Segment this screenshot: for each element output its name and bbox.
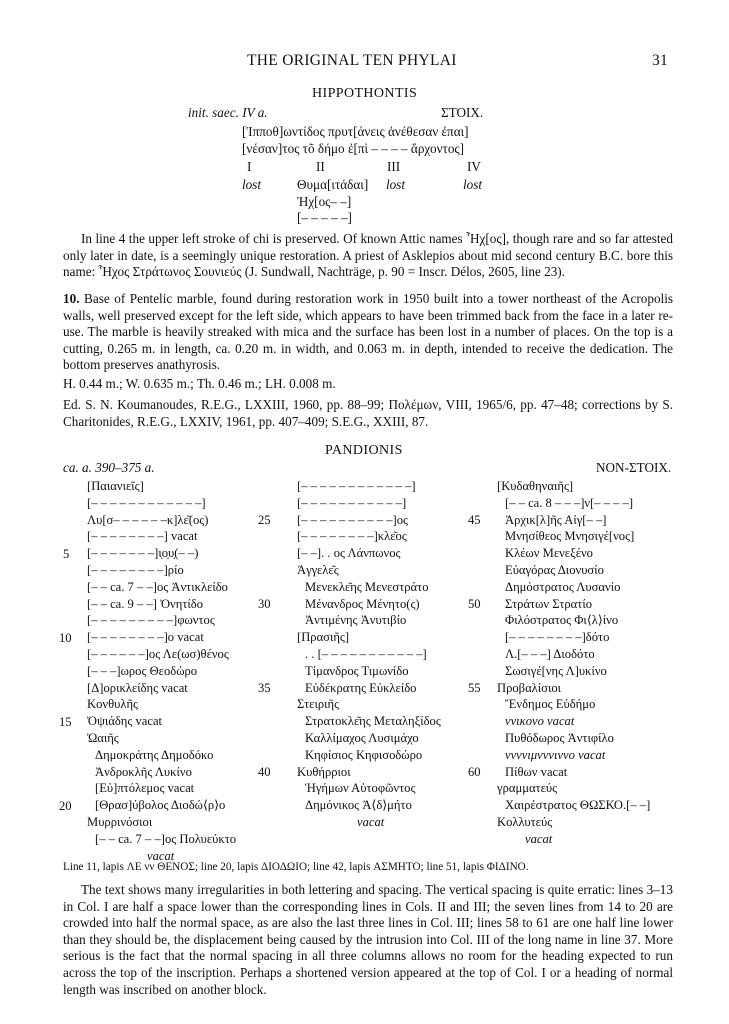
hippothontis-line-1: [Ἱπποθ]ωντίδος πρυτ[άνεις ἀνέθεσαν ἐπαι] <box>242 124 469 139</box>
list-item: [– – –]ωρος Θεοδώρο <box>87 663 198 678</box>
line-number-55: 55 <box>468 681 481 695</box>
list-item: vacat <box>147 848 175 863</box>
pandionis-date: ca. a. 390–375 a. <box>63 460 155 475</box>
col-value-i: lost <box>242 177 262 192</box>
line-number-25: 25 <box>258 513 271 527</box>
running-title: THE ORIGINAL TEN PHYLAI <box>247 52 457 69</box>
list-item: Στρατοκλε͂ης Μεταληξίδος <box>305 714 441 729</box>
list-item: Ἀγγελε͂ς <box>297 562 339 577</box>
inscription-column-i <box>87 478 236 864</box>
list-item: [Δ]ορικλείδης vacat <box>87 680 188 695</box>
list-item: Στράτων Στρατίο <box>505 596 593 611</box>
list-item: Ἀρχικ[λ]ῆς Αἰγ[– –] <box>505 512 607 527</box>
list-item: Κυθήρριοι <box>297 764 351 779</box>
list-item: Ἡγήμων Αὐτοφῶντος <box>305 781 416 796</box>
list-item: Σωσιγέ[νης Λ]υκίνο <box>505 663 607 678</box>
list-item: Στειριῆς <box>297 697 340 712</box>
list-item: [– – ca. 7 – –]ος Πολυεύκτο <box>95 831 237 846</box>
list-item: [Θρασ]ύβολος Διοδώ⟨ρ⟩ο <box>95 798 226 813</box>
list-item: Χαιρέστρατος ΘΩΣΚΟ.[– –] <box>505 798 651 813</box>
list-item: [– – – – – – – – – –]ος <box>297 512 408 527</box>
list-item: Κονθυλῆς <box>87 697 139 712</box>
list-item: Ὠαιῆς <box>87 730 119 745</box>
entry-number: 10. <box>63 291 80 306</box>
col-header-ii: II <box>316 159 325 174</box>
section-heading-hippothontis: HIPPOTHONTIS <box>312 86 418 101</box>
line-number-45: 45 <box>468 513 481 527</box>
pandionis-commentary: The text shows many irregularities in both lettering and spacing. The vertical spacing is quite erratic: lines 3–13 in Col. I are half a space lower than the corresponding lines in Cols. II and III; the seven lines from 14 to 20 are crowded into half the normal space, as are also the last three lines in Col. III; lines 58 to 61 are one half line lower than they should be, the displacement being caused by the intrusion into Col. III of the long name in line 37. More serious is the fact that the normal spacing in all three columns allows no room for the heading expected to run across the top of the inscription. Perhaps a shortened version appeared at the top of Col. I or a heading of normal length was inscribed on another block. <box>63 882 673 997</box>
list-item: [– – – – – – – – – – – –] <box>87 495 206 510</box>
list-item: Ἔνδημος Εὐδήμο <box>505 697 596 712</box>
entry-10-description <box>63 291 673 374</box>
inscription-column-ii <box>297 478 441 831</box>
list-item: Φιλόστρατος Φι⟨λ⟩ίνο <box>505 613 619 628</box>
list-item: Πυθόδωρος Ἀντιφίλο <box>505 730 614 745</box>
list-item: Δημοκράτης Δημοδόκο <box>95 747 214 762</box>
col-header-iv: IV <box>467 159 481 174</box>
list-item: Μένανδρος Μένητο(ς) <box>305 596 420 611</box>
list-item: Κηφίσιος Κηφισοδώρο <box>305 747 423 762</box>
col-value-ii: Θυμα[ιτάδαι] <box>297 177 369 192</box>
list-item: Δημόστρατος Λυσανίο <box>505 579 621 594</box>
list-item: Λ.[– – –] Διοδότο <box>505 646 595 661</box>
col-value-iii: lost <box>386 177 406 192</box>
list-item: Κλέων Μενεξένο <box>505 546 593 561</box>
line-number-15: 15 <box>59 715 72 729</box>
list-item: Μνησίθεος Μνησιγέ[νος] <box>505 529 635 544</box>
hippothontis-sub-line-1: Ἠχ[ος– –] <box>297 194 352 209</box>
line-number-40: 40 <box>258 765 271 779</box>
list-item: Ὀψιάδης vacat <box>87 714 163 729</box>
line-number-5: 5 <box>63 547 70 561</box>
list-item: Ἀντιμένης Ἀνυτιβίο <box>305 613 407 628</box>
inscription-column-iii <box>497 478 650 848</box>
list-item: Εὐαγόρας Διονυσίο <box>505 562 604 577</box>
section-heading-pandionis: PANDIONIS <box>325 443 403 458</box>
list-item: [– – – – – –]ος Λε(ωσ)θένος <box>87 646 229 661</box>
list-item: [– – – – – – – –]δότο <box>505 630 610 645</box>
list-item: Εὐδέκρατης Εὐκλείδο <box>305 680 417 695</box>
list-item: [– – – – – – – – – – – –] <box>297 479 416 493</box>
list-item: [Εὐ]πτόλεμος vacat <box>95 781 195 796</box>
hippothontis-commentary: In line 4 the upper left stroke of chi is preserved. Of known Attic names Ἦχ[ος], though rare and so far attested only later in date, is a seemingly unique restoration. A priest of Asklepios about mid second century B.C. bore this name: Ἦχος Στράτωνος Σουνιεύς (J. Sundwall, Nachträge, p. 90 = Inscr. Délos, 2605, line 23). <box>63 231 673 280</box>
hippothontis-date: init. saec. IV a. <box>188 105 268 120</box>
list-item: Μυρρινόσιοι <box>87 814 153 829</box>
list-item: Ἀνδροκλῆς Λυκίνο <box>95 764 192 779</box>
line-number-30: 30 <box>258 597 271 611</box>
line-number-35: 35 <box>258 681 271 695</box>
apparatus-criticus: Line 11, lapis ΛΕ νν ΘΕΝΟΣ; line 20, lapis ΔΙΟΔΩΙΟ; line 42, lapis ΑΣΜΗΤΟ; line 51, lapis ΦΙΔΙΝΟ. <box>63 861 529 873</box>
list-item: [– –]. . ος Λάνπωνος <box>297 546 401 561</box>
list-item: Τίμανδρος Τιμωνίδο <box>305 663 409 678</box>
list-item: γραμματεύς <box>497 781 558 796</box>
list-item: . . [– – – – – – – – – – –] <box>305 646 427 661</box>
list-item: [Παιανιεῖς] <box>87 479 144 493</box>
list-item: [– – ca. 8 – – –]ν[– – – –] <box>505 495 634 510</box>
list-item: Μενεκλε͂ης Μενεστράτο <box>305 579 429 594</box>
list-item: Δημόνικος Ἀ⟨δ⟩μήτο <box>305 798 412 813</box>
hippothontis-sub-line-2: [– – – – –] <box>297 210 352 225</box>
list-item: [– – – – – – – – – – –] <box>297 495 407 510</box>
list-item: vacat <box>357 814 385 829</box>
col-header-i: I <box>247 159 252 174</box>
hippothontis-line-2: [νέσαν]τος τõ δήμο ἐ[πὶ – – – – ἄρχοντος] <box>242 141 465 156</box>
list-item: [– – – – – – – – –]φωντος <box>87 613 215 628</box>
col-header-iii: III <box>387 159 401 174</box>
list-item: Λυ[σ– – – – – –κ]λε͂(ος) <box>87 512 209 527</box>
list-item: [– – – – – – – –]ο vacat <box>87 630 204 645</box>
page-number: 31 <box>652 52 669 69</box>
list-item: vacat <box>525 831 553 846</box>
line-number-20: 20 <box>59 799 72 813</box>
entry-10-dimensions: H. 0.44 m.; W. 0.635 m.; Th. 0.46 m.; LH. 0.008 m. <box>63 376 336 391</box>
list-item: ννννιμνννιννο vacat <box>505 747 606 762</box>
entry-10-edition: Ed. S. N. Koumanoudes, R.E.G., LXXIII, 1960, pp. 88–99; Πολέμων, VIII, 1965/6, pp. 47–48; corrections by S. Charitonides, R.E.G., LXXIV, 1961, pp. 407–409; S.E.G., XXIII, 87. <box>63 397 673 429</box>
list-item: [– – – – – – – –]ρίο <box>87 562 184 577</box>
list-item: ννικονο vacat <box>505 714 575 729</box>
list-item: Προβαλίσιοι <box>497 680 562 695</box>
list-item: [– – – – – – – –] vacat <box>87 529 198 544</box>
list-item: [Πρασιῆς] <box>297 630 350 645</box>
pandionis-stoich: NON-ΣΤΟΙΧ. <box>596 460 672 475</box>
list-item: [Κυδαθηναιῆς] <box>497 479 574 493</box>
col-value-iv: lost <box>463 177 483 192</box>
list-item: Καλλίμαχος Λυσιμάχο <box>305 730 419 745</box>
list-item: [– – – – – – –]ι̣ο̣υ̣(– –) <box>87 546 199 561</box>
entry-10-text: Base of Pentelic marble, found during restoration work in 1950 built into a tower northeast of the Acropolis walls, well preserved except for the left side, which appears to have been trimmed back from the face in a later re-use. The marble is heavily streaked with mica and the surface has been lost in a number of places. On the top is a cutting, 0.265 m. in length, ca. 0.20 m. in width, and 0.063 m. in depth, intended to receive the dedication. The bottom preserves anathyrosis. <box>63 291 673 373</box>
list-item: [– – – – – – – –]κλε͂ος <box>297 529 407 544</box>
line-number-60: 60 <box>468 765 481 779</box>
hippothontis-stoich: ΣΤΟΙΧ. <box>441 105 484 120</box>
list-item: [– – ca. 7 – –]ος Ἀντικλείδο <box>87 579 228 594</box>
list-item: Κολλυτεύς <box>497 814 553 829</box>
line-number-10: 10 <box>59 631 72 645</box>
line-number-50: 50 <box>468 597 481 611</box>
list-item: [– – ca. 9 – –] Ὀνητίδο <box>87 596 204 611</box>
list-item: Πίθων vacat <box>505 764 568 779</box>
